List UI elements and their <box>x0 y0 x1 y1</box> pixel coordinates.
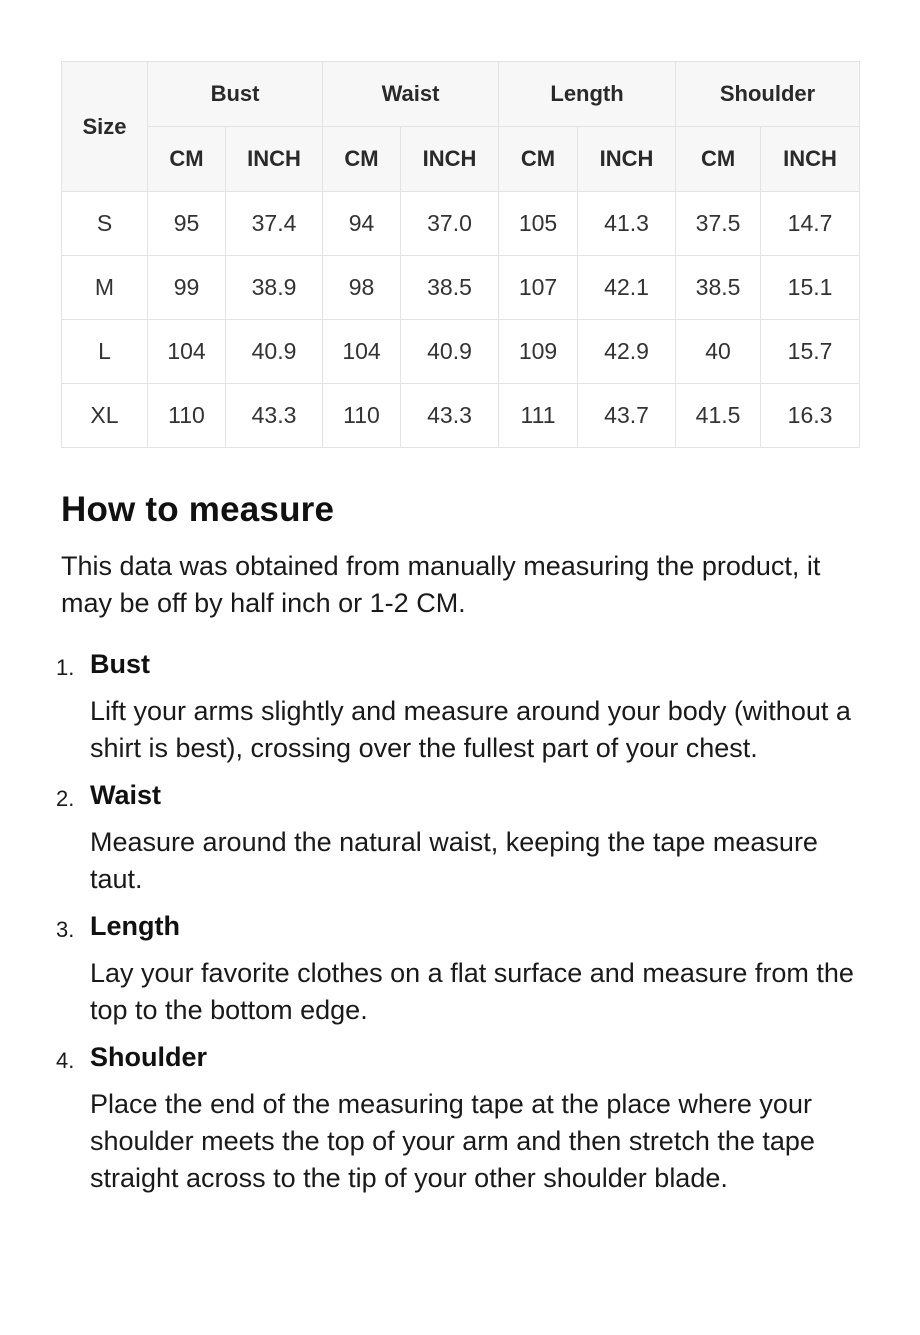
waist-inch-cell: 43.3 <box>401 384 499 448</box>
group-header-waist: Waist <box>323 62 499 127</box>
table-row <box>62 320 860 384</box>
measurement-disclaimer: This data was obtained from manually measuring the product, it may be off by half inch or 1-2 CM. <box>61 551 821 618</box>
shoulder-cm-cell: 40 <box>676 320 761 384</box>
size-column-header: Size <box>62 62 148 192</box>
step-description-bust: Lift your arms slightly and measure around your body (without a shirt is best), crossing over the fullest part of your chest. <box>90 696 851 763</box>
waist-cm-cell: 94 <box>323 192 401 256</box>
table-header <box>62 62 860 192</box>
table-row <box>62 256 860 320</box>
size-cell: XL <box>62 384 148 448</box>
unit-header-bust-inch: INCH <box>226 127 323 192</box>
unit-header-waist-cm: CM <box>323 127 401 192</box>
waist-cm-cell: 110 <box>323 384 401 448</box>
waist-cm-cell: 104 <box>323 320 401 384</box>
unit-header-bust-cm: CM <box>148 127 226 192</box>
length-inch-cell: 42.1 <box>578 256 676 320</box>
list-item <box>0 777 870 898</box>
step-title-bust: Bust <box>90 649 150 679</box>
how-to-measure-heading: How to measure <box>61 490 335 529</box>
length-cm-cell: 111 <box>499 384 578 448</box>
step-title-length: Length <box>90 911 180 941</box>
list-item <box>0 646 870 767</box>
size-cell: S <box>62 192 148 256</box>
step-description-shoulder: Place the end of the measuring tape at the place where your shoulder meets the top of your arm and then stretch the tape straight across to the tip of your other shoulder blade. <box>90 1089 815 1193</box>
step-description-waist: Measure around the natural waist, keeping the tape measure taut. <box>90 827 818 894</box>
bust-cm-cell: 95 <box>148 192 226 256</box>
group-header-bust: Bust <box>148 62 323 127</box>
shoulder-inch-cell: 16.3 <box>761 384 860 448</box>
step-number: 2. <box>56 786 75 811</box>
size-chart-table <box>61 61 860 448</box>
unit-header-shoulder-cm: CM <box>676 127 761 192</box>
shoulder-cm-cell: 41.5 <box>676 384 761 448</box>
bust-cm-cell: 104 <box>148 320 226 384</box>
shoulder-inch-cell: 14.7 <box>761 192 860 256</box>
length-inch-cell: 43.7 <box>578 384 676 448</box>
bust-cm-cell: 99 <box>148 256 226 320</box>
table-body <box>62 192 860 448</box>
table-row <box>62 192 860 256</box>
unit-header-row <box>62 127 860 192</box>
length-inch-cell: 41.3 <box>578 192 676 256</box>
waist-inch-cell: 40.9 <box>401 320 499 384</box>
shoulder-cm-cell: 37.5 <box>676 192 761 256</box>
length-cm-cell: 107 <box>499 256 578 320</box>
step-description-length: Lay your favorite clothes on a flat surface and measure from the top to the bottom edge. <box>90 958 854 1025</box>
size-cell: L <box>62 320 148 384</box>
shoulder-cm-cell: 38.5 <box>676 256 761 320</box>
waist-cm-cell: 98 <box>323 256 401 320</box>
waist-inch-cell: 37.0 <box>401 192 499 256</box>
group-header-shoulder: Shoulder <box>676 62 860 127</box>
bust-inch-cell: 38.9 <box>226 256 323 320</box>
group-header-row <box>62 62 860 127</box>
step-number: 1. <box>56 655 75 680</box>
step-number: 4. <box>56 1048 75 1073</box>
step-title-shoulder: Shoulder <box>90 1042 208 1072</box>
list-item <box>0 908 870 1029</box>
unit-header-shoulder-inch: INCH <box>761 127 860 192</box>
length-inch-cell: 42.9 <box>578 320 676 384</box>
length-cm-cell: 109 <box>499 320 578 384</box>
unit-header-length-inch: INCH <box>578 127 676 192</box>
bust-inch-cell: 40.9 <box>226 320 323 384</box>
table-row <box>62 384 860 448</box>
unit-header-waist-inch: INCH <box>401 127 499 192</box>
bust-cm-cell: 110 <box>148 384 226 448</box>
bust-inch-cell: 37.4 <box>226 192 323 256</box>
step-title-waist: Waist <box>90 780 162 810</box>
measurement-steps-list <box>0 646 920 1207</box>
group-header-length: Length <box>499 62 676 127</box>
waist-inch-cell: 38.5 <box>401 256 499 320</box>
bust-inch-cell: 43.3 <box>226 384 323 448</box>
unit-header-length-cm: CM <box>499 127 578 192</box>
length-cm-cell: 105 <box>499 192 578 256</box>
shoulder-inch-cell: 15.1 <box>761 256 860 320</box>
list-item <box>0 1039 870 1197</box>
size-cell: M <box>62 256 148 320</box>
shoulder-inch-cell: 15.7 <box>761 320 860 384</box>
step-number: 3. <box>56 917 75 942</box>
